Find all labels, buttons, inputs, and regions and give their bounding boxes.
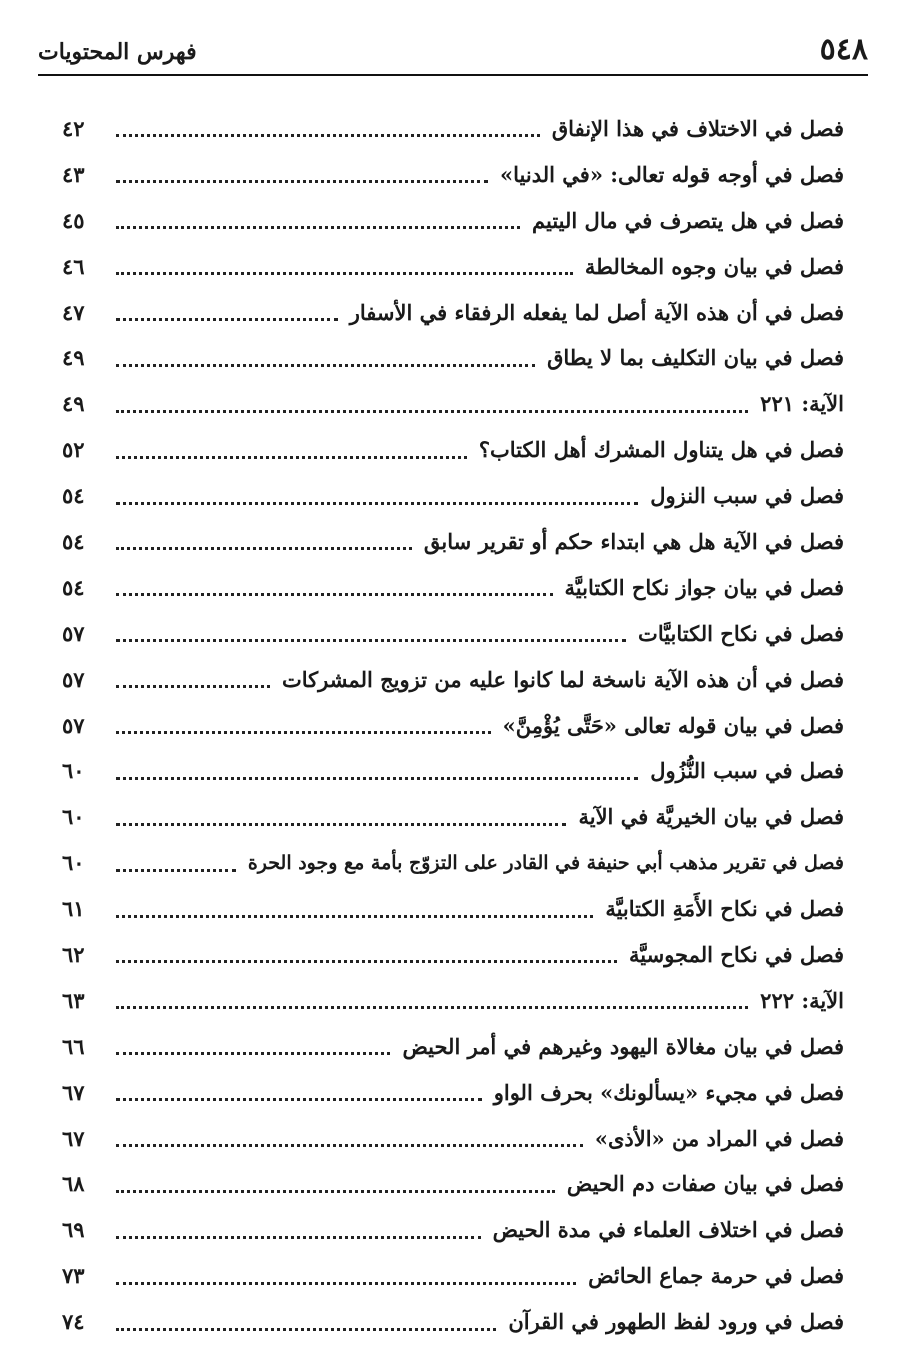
entry-title: الآية: ٢٢٢ (760, 987, 844, 1013)
dot-leader (116, 1006, 748, 1009)
dot-leader (116, 685, 270, 688)
entry-page-number: ٦٠ (62, 758, 85, 784)
dot-leader (116, 593, 553, 596)
entry-page-number: ٤٩ (62, 345, 85, 371)
toc-entry (62, 290, 844, 336)
toc-entry (62, 657, 844, 703)
toc-entry (62, 1161, 844, 1207)
running-title: فهرس المحتويات (38, 39, 197, 65)
entry-page-number: ٥٤ (62, 574, 85, 600)
toc-entry (62, 794, 844, 840)
toc-entry (62, 1299, 844, 1345)
entry-page-number: ٤٣ (62, 161, 85, 187)
entry-page-number: ٤٧ (62, 299, 85, 325)
entry-page-number: ٦٦ (62, 1033, 85, 1059)
dot-leader (116, 456, 467, 459)
entry-page-number: ٥٧ (62, 712, 85, 738)
entry-title: فصل في بيان التكليف بما لا يطاق (547, 345, 844, 371)
entry-title: فصل في مجيء «يسألونك» بحرف الواو (493, 1079, 844, 1105)
entry-title: فصل في نكاح المجوسيَّة (629, 941, 844, 967)
entry-title: فصل في أن هذه الآية ناسخة لما كانوا عليه من تزويج المشركات (281, 666, 844, 692)
entry-title: فصل في تقرير مذهب أبي حنيفة في القادر على التزوّج بأمة مع وجود الحرة (247, 852, 844, 875)
toc-entry (62, 1116, 844, 1162)
entry-title: فصل في بيان صفات دم الحيض (566, 1171, 844, 1197)
toc-entry (62, 1024, 844, 1070)
dot-leader (116, 1052, 390, 1055)
dot-leader (116, 226, 520, 229)
entry-title: فصل في بيان جواز نكاح الكتابيَّة (564, 574, 844, 600)
toc-entry (62, 1070, 844, 1116)
toc-entry (62, 565, 844, 611)
toc-entry (62, 335, 844, 381)
entry-page-number: ٦٣ (62, 987, 85, 1013)
toc-entry (62, 427, 844, 473)
dot-leader (116, 180, 488, 183)
table-of-contents (62, 106, 844, 1345)
dot-leader (116, 823, 566, 826)
dot-leader (116, 1328, 496, 1331)
entry-page-number: ٦٠ (62, 804, 85, 830)
dot-leader (116, 134, 540, 137)
dot-leader (116, 869, 236, 872)
entry-page-number: ٤٦ (62, 253, 85, 279)
dot-leader (116, 1190, 555, 1193)
dot-leader (116, 960, 617, 963)
entry-title: فصل في أن هذه الآية أصل لما يفعله الرفقاء في الأسفار (349, 299, 844, 325)
entry-title: فصل في حرمة جماع الحائض (588, 1263, 844, 1289)
entry-page-number: ٥٤ (62, 528, 85, 554)
toc-section-heading (62, 381, 844, 427)
dot-leader (116, 1098, 482, 1101)
toc-entry (62, 473, 844, 519)
entry-page-number: ٦٠ (62, 850, 85, 876)
toc-entry (62, 886, 844, 932)
toc-entry (62, 703, 844, 749)
toc-entry (62, 1253, 844, 1299)
toc-entry (62, 152, 844, 198)
header-rule (38, 74, 868, 76)
dot-leader (116, 318, 338, 321)
dot-leader (116, 1236, 481, 1239)
dot-leader (116, 410, 748, 413)
entry-title: فصل في بيان الخيريَّة في الآية (578, 804, 844, 830)
entry-page-number: ٥٢ (62, 437, 85, 463)
entry-page-number: ٦٨ (62, 1171, 85, 1197)
entry-page-number: ٥٧ (62, 666, 85, 692)
entry-title: فصل في المراد من «الأذى» (594, 1125, 844, 1151)
dot-leader (116, 547, 412, 550)
entry-title: فصل في بيان مغالاة اليهود وغيرهم في أمر الحيض (402, 1033, 844, 1059)
toc-entry (62, 244, 844, 290)
entry-page-number: ٥٧ (62, 620, 85, 646)
entry-page-number: ٧٣ (62, 1263, 85, 1289)
entry-page-number: ٦٢ (62, 941, 85, 967)
dot-leader (116, 915, 593, 918)
entry-title: فصل في هل يتناول المشرك أهل الكتاب؟ (478, 437, 844, 463)
entry-page-number: ٦٧ (62, 1079, 85, 1105)
dot-leader (116, 731, 491, 734)
entry-title: فصل في هل يتصرف في مال اليتيم (532, 207, 844, 233)
toc-entry (62, 748, 844, 794)
entry-page-number: ٤٥ (62, 207, 85, 233)
entry-title: فصل في ورود لفظ الطهور في القرآن (508, 1309, 844, 1335)
entry-page-number: ٦٩ (62, 1217, 85, 1243)
entry-title: فصل في سبب النُّزُول (650, 758, 844, 784)
dot-leader (116, 272, 573, 275)
toc-entry (62, 611, 844, 657)
toc-entry (62, 932, 844, 978)
dot-leader (116, 1144, 583, 1147)
dot-leader (116, 1282, 576, 1285)
dot-leader (116, 639, 626, 642)
entry-title: الآية: ٢٢١ (760, 391, 844, 417)
dot-leader (116, 502, 638, 505)
dot-leader (116, 364, 535, 367)
entry-title: فصل في أوجه قوله تعالى: «في الدنيا» (500, 161, 844, 187)
entry-title: فصل في بيان وجوه المخالطة (584, 253, 844, 279)
toc-entry (62, 198, 844, 244)
entry-title: فصل في اختلاف العلماء في مدة الحيض (492, 1217, 844, 1243)
toc-section-heading (62, 978, 844, 1024)
entry-title: فصل في سبب النزول (650, 483, 844, 509)
entry-title: فصل في نكاح الأَمَةِ الكتابيَّة (605, 896, 844, 922)
entry-title: فصل في نكاح الكتابيَّات (638, 620, 844, 646)
entry-page-number: ٧٤ (62, 1309, 85, 1335)
page-number: ٥٤٨ (819, 32, 868, 67)
entry-page-number: ٥٤ (62, 483, 85, 509)
toc-entry (62, 840, 844, 886)
toc-entry (62, 106, 844, 152)
toc-entry (62, 1207, 844, 1253)
entry-page-number: ٦٧ (62, 1125, 85, 1151)
dot-leader (116, 777, 638, 780)
page-header (38, 30, 868, 76)
toc-entry (62, 519, 844, 565)
entry-title: فصل في بيان قوله تعالى «حَتَّى يُؤْمِنَّ» (502, 712, 844, 738)
entry-page-number: ٤٩ (62, 391, 85, 417)
entry-page-number: ٦١ (62, 896, 85, 922)
entry-title: فصل في الاختلاف في هذا الإنفاق (551, 115, 844, 141)
entry-title: فصل في الآية هل هي ابتداء حكم أو تقرير سابق (423, 528, 844, 554)
entry-page-number: ٤٢ (62, 115, 85, 141)
